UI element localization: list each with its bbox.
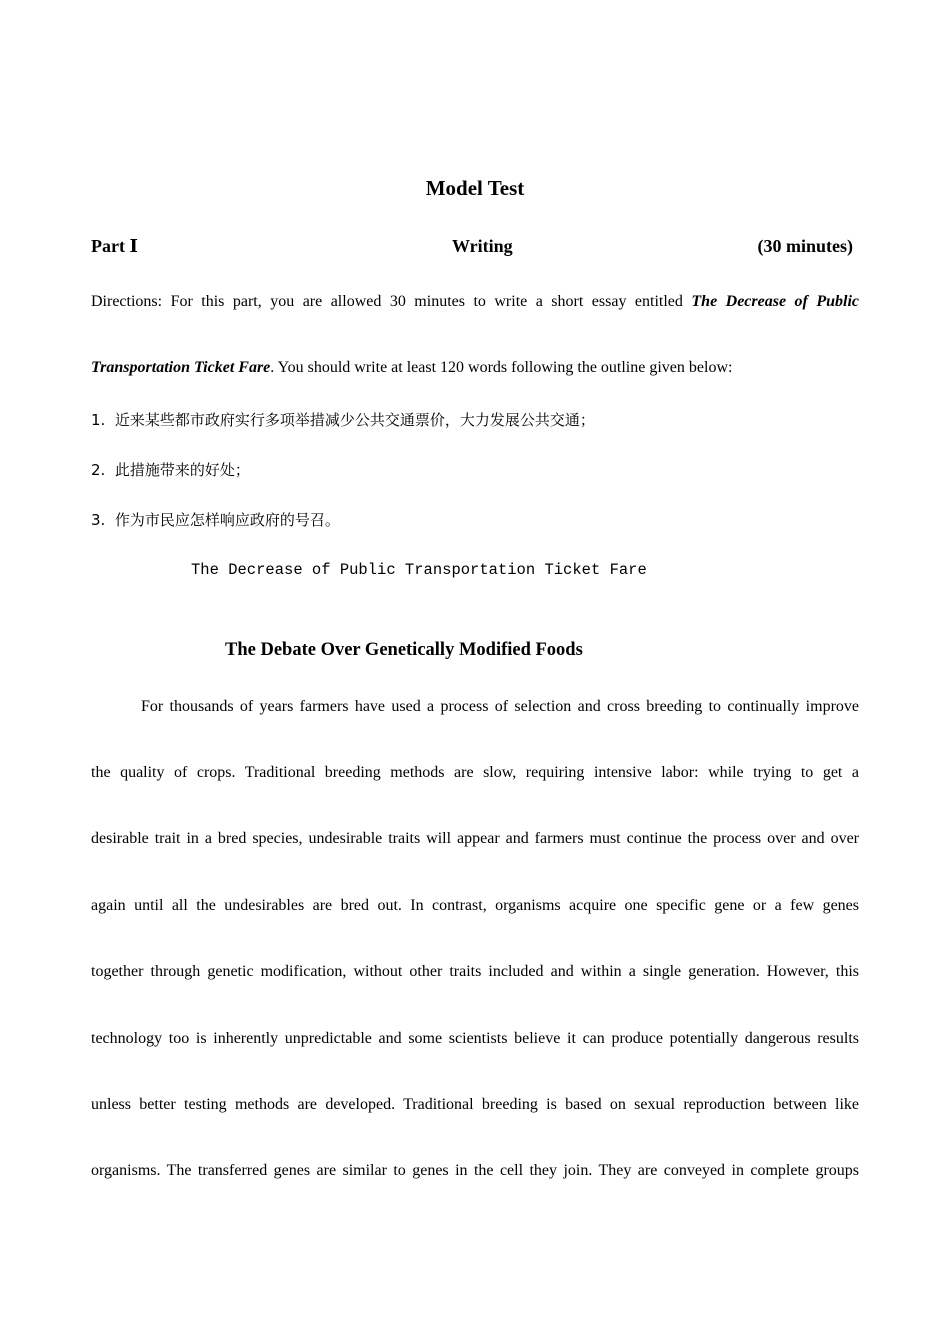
essay-title-part2: Transportation Ticket Fare bbox=[91, 359, 271, 376]
outline-text: 近来某些都市政府实行多项举措减少公共交通票价，大力发展公共交通； bbox=[114, 411, 595, 429]
part-header bbox=[91, 236, 853, 260]
part-label: Part Ⅰ bbox=[91, 236, 138, 256]
article-line: the quality of crops. Traditional breeding methods are slow, requiring intensive labor: while trying to get a bbox=[91, 764, 859, 781]
outline-number: 2. bbox=[91, 461, 106, 479]
article-line: For thousands of years farmers have used a process of selection and cross breeding to continually improve bbox=[141, 698, 859, 715]
outline-item bbox=[91, 510, 859, 530]
directions-line-1 bbox=[91, 292, 859, 312]
directions-text: Directions: For this part, you are allowed 30 minutes to write a short essay entitled bbox=[91, 293, 692, 310]
article-line: desirable trait in a bred species, undesirable traits will appear and farmers must continue the process over and over bbox=[91, 830, 859, 847]
directions-line-2 bbox=[91, 358, 859, 378]
article-line: again until all the undesirables are bred out. In contrast, organisms acquire one specific gene or a few genes bbox=[91, 897, 859, 914]
outline-text: 此措施带来的好处； bbox=[114, 461, 250, 479]
article-line: technology too is inherently unpredictable and some scientists believe it can produce potentially dangerous results bbox=[91, 1030, 859, 1047]
part-section: Writing bbox=[452, 236, 513, 256]
directions-text-2: . You should write at least 120 words following the outline given below: bbox=[270, 359, 733, 376]
article-title: The Debate Over Genetically Modified Foods bbox=[225, 640, 583, 660]
outline-number: 3. bbox=[91, 511, 106, 529]
page-title: Model Test bbox=[425, 176, 525, 200]
article-line: organisms. The transferred genes are similar to genes in the cell they join. They are conveyed in complete groups bbox=[91, 1162, 859, 1179]
essay-title-part1: The Decrease of Public bbox=[691, 293, 860, 310]
outline-item bbox=[91, 410, 859, 430]
outline-text: 作为市民应怎样响应政府的号召。 bbox=[114, 511, 340, 529]
article-line: together through genetic modification, without other traits included and within a single generation. However, this bbox=[91, 963, 859, 980]
outline-item bbox=[91, 460, 859, 480]
article-line: unless better testing methods are developed. Traditional breeding is based on sexual reproduction between like bbox=[91, 1096, 859, 1113]
essay-heading: The Decrease of Public Transportation Ticket Fare bbox=[191, 561, 647, 579]
part-time: (30 minutes) bbox=[757, 236, 853, 256]
outline-number: 1. bbox=[91, 411, 106, 429]
